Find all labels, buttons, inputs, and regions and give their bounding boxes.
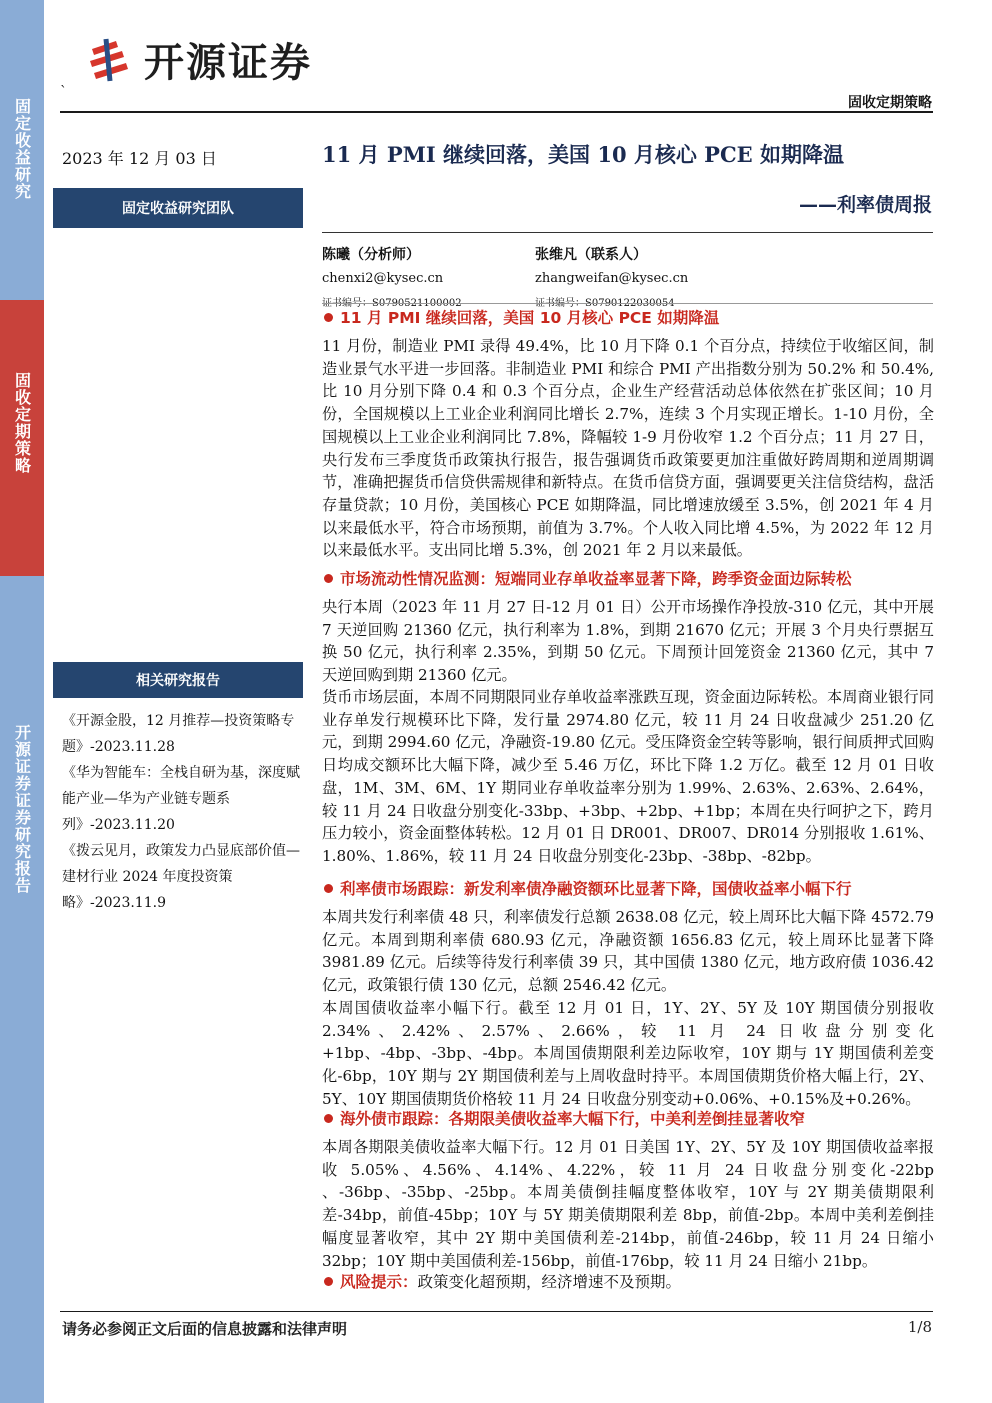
section-heading: 海外债市跟踪： 各期限美债收益率大幅下行，中美利差倒挂显著收窄 — [322, 1107, 934, 1129]
section-overseas — [322, 1107, 934, 1129]
brand-logo — [86, 30, 376, 88]
related-report-link[interactable]: 《华为智能车：全栈自研为基，深度赋能产业—华为产业链专题系列》-2023.11.20 — [62, 765, 300, 833]
section-heading: 11 月 PMI 继续回落，美国 10 月核心 PCE 如期降温 — [322, 306, 934, 328]
section-pmi — [322, 306, 934, 328]
team-badge: 固定收益研究团队 — [53, 188, 303, 228]
paragraph: 11 月份，制造业 PMI 录得 49.4%，比 10 月下降 0.1 个百分点，持续位于收缩区间，制造业景气水平进一步回落。非制造业 PMI 和综合 PMI 产出指数分别为 50.2% 和 50.4%,比 10 月分别下降 0.4 和 0.3 个百分点，企业生产经营活动总体依然在扩张区间；10 月份，全国规模以上工业企业利润同比增长 2.7%，连续 3 个月实现正增长。1-10 月份，全国规模以上工业企业利润同比 7.8%，降幅较 1-9 月份收窄 1.2 个百分点；11 月 27 日，央行发布三季度货币政策执行报告，报告强调货币政策要更加注重做好跨周期和逆周期调节，准确把握货币信贷供需规律和新特点。在货币信贷方面，强调要更关注信贷结构，盘活存量贷款；10 月份，美国核心 PCE 如期降温，同比增速放缓至 3.5%，创 2021 年 4 月以来最低水平，符合市场预期，前值为 3.7%。个人收入同比增 4.5%，为 2022 年 12 月以来最低水平。支出同比增 5.3%，创 2021 年 2 月以来最低。 — [322, 337, 934, 560]
bullet-icon — [324, 313, 333, 322]
report-type-label: 固收定期策略 — [848, 95, 932, 111]
related-reports-list — [62, 708, 302, 916]
report-title: 11 月 PMI 继续回落，美国 10 月核心 PCE 如期降温 — [322, 142, 844, 167]
paragraph: 本周共发行利率债 48 只，利率债发行总额 2638.08 亿元，较上周环比大幅下降 4572.79 亿元。本周到期利率债 680.93 亿元，净融资额 1656.83 亿元，较上周环比显著下降 3981.89 亿元。后续等待发行利率债 39 只，其中国债 1380 亿元，地方政府债 1036.42 亿元，政策银行债 130 亿元，总额 2546.42 亿元。 — [322, 908, 934, 995]
analyst-email[interactable]: zhangweifan@kysec.cn — [535, 271, 689, 286]
sidebar-label-bottom: 开源证券证券研究报告 — [12, 724, 32, 894]
sidebar-label-mid: 固收定期策略 — [12, 372, 32, 474]
report-date: 2023 年 12 月 03 日 — [62, 149, 217, 168]
footer-divider — [60, 1311, 933, 1312]
paragraph: 央行本周（2023 年 11 月 27 日-12 月 01 日）公开市场操作净投放-310 亿元，其中开展 7 天逆回购 21360 亿元，执行利率为 1.8%，到期 21670 亿元；开展 3 个月央行票据互换 50 亿元，执行利率 2.35%，到期 50 亿元。下周预计回笼资金 21360 亿元，其中 7 天逆回购到期 21360 亿元。 — [322, 598, 934, 685]
report-subtitle: ——利率债周报 — [798, 194, 932, 216]
section-liquidity — [322, 567, 934, 589]
related-report-link[interactable]: 《开源金股，12 月推荐—投资策略专题》-2023.11.28 — [62, 713, 295, 755]
paragraph: 本周国债收益率小幅下行。截至 12 月 01 日，1Y、2Y、5Y 及 10Y 期国债分别报收 2.34%、2.42%、2.57%、2.66%，较 11 月 24 日收盘分别变化+1bp、-4bp、-3bp、-4bp。本周国债期限利差边际收窄，10Y 期与 1Y 期国债利差变化-6bp，10Y 期与 2Y 期国债利差与上周收盘时持平。本周国债期货价格大幅上行，2Y、5Y、10Y 期国债期货价格较 11 月 24 日收盘分别变动+0.06%、+0.15%及+0.26%。 — [322, 999, 934, 1108]
analyst-name: 陈曦（分析师） — [322, 247, 420, 263]
sidebar-section-strategy — [0, 300, 44, 576]
header-divider — [60, 111, 933, 113]
sidebar-section-fixed-income — [0, 0, 44, 300]
analyst-divider — [322, 303, 933, 304]
header-tick: ` — [60, 84, 67, 100]
related-report-link[interactable]: 《拨云见月，政策发力凸显底部价值—建材行业 2024 年度投资策略》-2023.11.9 — [62, 843, 300, 911]
section-rates-bond — [322, 877, 934, 899]
bullet-icon — [324, 1114, 333, 1123]
bullet-icon — [324, 574, 333, 583]
bullet-icon — [324, 884, 333, 893]
footer-disclaimer: 请务必参阅正文后面的信息披露和法律声明 — [62, 1320, 348, 1338]
sidebar-section-report — [0, 576, 44, 1403]
paragraph: 货币市场层面，本周不同期限同业存单收益率涨跌互现，资金面边际转松。本周商业银行同业存单发行规模环比下降，发行量 2974.80 亿元，较 11 月 24 日收盘减少 251.20 亿元，到期 2994.60 亿元，净融资-19.80 亿元。受压降资金空转等影响，银行间质押式回购日均成交额环比大幅下降，减少至 5.46 万亿，环比下降 1.2 万亿。截至 12 月 01 日收盘，1M、3M、6M、1Y 期同业存单收益率分别为 1.99%、2.63%、2.63%、2.64%，较 11 月 24 日收盘分别变化-33bp、+3bp、+2bp、+1bp；本周在央行呵护之下，跨月压力较小，资金面整体转松。12 月 01 日 DR001、DR007、DR014 分别报收 1.61%、1.80%、1.86%，较 11 月 24 日收盘分别变化-23bp、-38bp、-82bp。 — [322, 688, 934, 865]
analyst-email[interactable]: chenxi2@kysec.cn — [322, 271, 444, 286]
title-divider — [322, 232, 933, 233]
sidebar-label-top: 固定收益研究 — [12, 98, 32, 200]
section-risk — [322, 1270, 934, 1292]
brand-mark-icon — [86, 35, 134, 83]
analyst-card — [322, 244, 462, 309]
section-heading: 利率债市场跟踪： 新发利率债净融资额环比显著下降，国债收益率小幅下行 — [322, 877, 934, 899]
section-heading: 风险提示： 政策变化超预期，经济增速不及预期。 — [322, 1270, 934, 1292]
page-number: 1/8 — [907, 1318, 932, 1336]
analyst-card — [535, 244, 688, 309]
paragraph: 本周各期限美债收益率大幅下行。12 月 01 日美国 1Y、2Y、5Y 及 10Y 期国债收益率报收 5.05%、4.56%、4.14%、4.22%，较 11 月 24 日收盘分别变化-22bp 、-36bp、-35bp、-25bp。本周美债倒挂幅度整体收窄，10Y 与 2Y 期美债期限利差-34bp，前值-45bp；10Y 与 5Y 期美债期限利差 8bp，前值-2bp。本周中美利差倒挂幅度显著收窄，其中 2Y 期中美国债利差-214bp，前值-246bp，较 11 月 24 日缩小 32bp；10Y 期中美国债利差-156bp，前值-176bp，较 11 月 24 日缩小 21bp。 — [322, 1138, 934, 1270]
bullet-icon — [324, 1277, 333, 1286]
analyst-name: 张维凡（联系人） — [535, 247, 647, 263]
section-heading: 市场流动性情况监测： 短端同业存单收益率显著下降，跨季资金面边际转松 — [322, 567, 934, 589]
brand-name: 开源证券 — [144, 39, 312, 86]
related-reports-header: 相关研究报告 — [53, 662, 303, 698]
